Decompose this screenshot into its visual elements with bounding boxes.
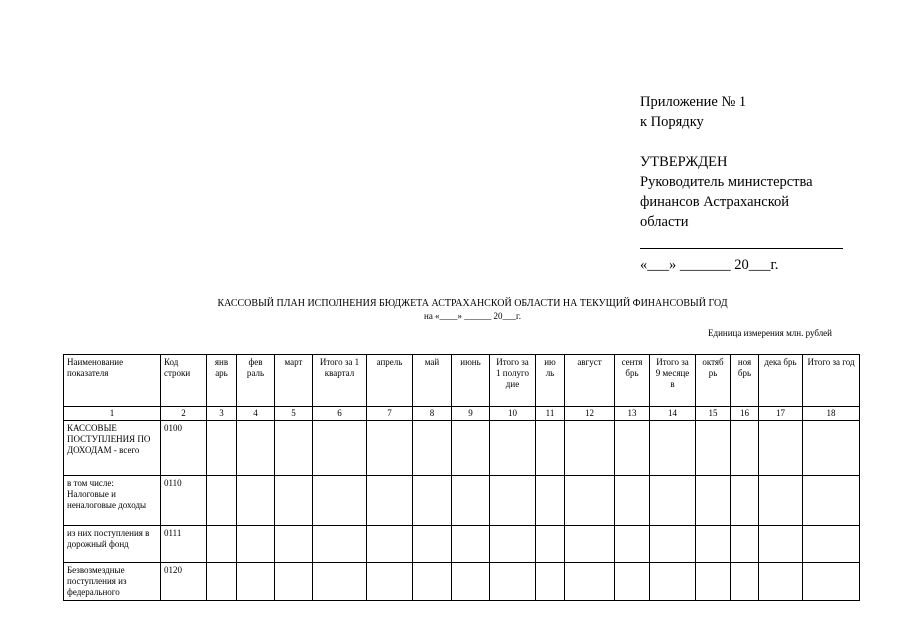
value-cell[interactable] [490,526,536,563]
value-cell[interactable] [731,563,759,601]
value-cell[interactable] [367,563,413,601]
order-label: к Порядку [640,114,704,130]
column-number: 6 [313,407,367,421]
value-cell[interactable] [696,421,731,476]
approval-block [640,92,850,275]
value-cell[interactable] [413,563,452,601]
column-number: 2 [161,407,207,421]
row-code: 0120 [161,563,207,601]
column-number: 14 [650,407,696,421]
value-cell[interactable] [615,526,650,563]
value-cell[interactable] [731,476,759,526]
header-cell: Наименование показателя [64,355,161,407]
value-cell[interactable] [650,563,696,601]
appendix-label: Приложение № 1 [640,94,747,110]
row-code: 0110 [161,476,207,526]
value-cell[interactable] [275,563,313,601]
row-name: в том числе: Налоговые и неналоговые доходы [64,476,161,526]
value-cell[interactable] [207,421,237,476]
row-name: Безвозмездные поступления из федерального [64,563,161,601]
table-row [64,526,860,563]
value-cell[interactable] [536,526,565,563]
column-number: 10 [490,407,536,421]
value-cell[interactable] [650,526,696,563]
document-title [0,298,905,322]
column-number: 8 [413,407,452,421]
column-number: 17 [759,407,803,421]
value-cell[interactable] [565,476,615,526]
value-cell[interactable] [615,421,650,476]
header-cell: Итого за 9 месяце в [650,355,696,407]
value-cell[interactable] [803,563,860,601]
value-cell[interactable] [615,563,650,601]
value-cell[interactable] [367,526,413,563]
value-cell[interactable] [367,476,413,526]
value-cell[interactable] [413,476,452,526]
column-number: 9 [452,407,490,421]
column-number-row [64,407,860,421]
title-main: КАССОВЫЙ ПЛАН ИСПОЛНЕНИЯ БЮДЖЕТА АСТРАХАНСКОЙ ОБЛАСТИ НА ТЕКУЩИЙ ФИНАНСОВЫЙ ГОД [217,298,728,309]
value-cell[interactable] [803,421,860,476]
value-cell[interactable] [759,421,803,476]
signer-line-3: области [640,214,689,230]
value-cell[interactable] [207,563,237,601]
value-cell[interactable] [313,421,367,476]
header-cell: Код строки [161,355,207,407]
header-cell: Итого за 1 полуго дие [490,355,536,407]
column-number: 15 [696,407,731,421]
unit-label: Единица измерения млн. рублей [708,328,832,338]
header-cell: июнь [452,355,490,407]
value-cell[interactable] [696,476,731,526]
signer-line-1: Руководитель министерства [640,174,813,190]
table-row [64,476,860,526]
value-cell[interactable] [367,421,413,476]
row-code: 0111 [161,526,207,563]
table-row [64,563,860,601]
value-cell[interactable] [313,526,367,563]
value-cell[interactable] [207,476,237,526]
header-cell: май [413,355,452,407]
value-cell[interactable] [452,421,490,476]
header-cell: дека брь [759,355,803,407]
table-row [64,421,860,476]
value-cell[interactable] [237,421,275,476]
header-cell: фев раль [237,355,275,407]
value-cell[interactable] [803,476,860,526]
approved-label: УТВЕРЖДЕН [640,154,728,170]
header-cell: Итого за год [803,355,860,407]
cash-plan-table [63,354,860,601]
value-cell[interactable] [313,476,367,526]
value-cell[interactable] [615,476,650,526]
row-name: КАССОВЫЕ ПОСТУПЛЕНИЯ ПО ДОХОДАМ - всего [64,421,161,476]
value-cell[interactable] [696,526,731,563]
value-cell[interactable] [490,563,536,601]
signer-line-2: финансов Астраханской [640,194,790,210]
value-cell[interactable] [565,563,615,601]
header-cell: апрель [367,355,413,407]
value-cell[interactable] [536,563,565,601]
row-name: из них поступления в дорожный фонд [64,526,161,563]
value-cell[interactable] [565,526,615,563]
header-cell: янв арь [207,355,237,407]
column-number: 16 [731,407,759,421]
value-cell[interactable] [650,476,696,526]
column-number: 3 [207,407,237,421]
value-cell[interactable] [275,421,313,476]
signature-line [640,238,843,249]
value-cell[interactable] [490,476,536,526]
value-cell[interactable] [237,476,275,526]
header-cell: Итого за 1 квартал [313,355,367,407]
header-cell: август [565,355,615,407]
row-code: 0100 [161,421,207,476]
value-cell[interactable] [207,526,237,563]
header-cell: март [275,355,313,407]
value-cell[interactable] [759,476,803,526]
value-cell[interactable] [413,421,452,476]
value-cell[interactable] [313,563,367,601]
value-cell[interactable] [650,421,696,476]
column-number: 1 [64,407,161,421]
value-cell[interactable] [731,526,759,563]
value-cell[interactable] [536,421,565,476]
header-cell: ноя брь [731,355,759,407]
title-date: на «____» ______ 20___г. [424,311,521,321]
header-row [64,355,860,407]
value-cell[interactable] [536,476,565,526]
value-cell[interactable] [759,526,803,563]
header-cell: сентя брь [615,355,650,407]
column-number: 5 [275,407,313,421]
value-cell[interactable] [490,421,536,476]
value-cell[interactable] [237,563,275,601]
header-cell: ию ль [536,355,565,407]
value-cell[interactable] [731,421,759,476]
value-cell[interactable] [452,476,490,526]
column-number: 4 [237,407,275,421]
approval-date: «___» _______ 20___г. [640,257,779,273]
column-number: 18 [803,407,860,421]
value-cell[interactable] [275,526,313,563]
column-number: 13 [615,407,650,421]
value-cell[interactable] [452,563,490,601]
value-cell[interactable] [237,526,275,563]
value-cell[interactable] [565,421,615,476]
column-number: 11 [536,407,565,421]
value-cell[interactable] [803,526,860,563]
value-cell[interactable] [696,563,731,601]
column-number: 12 [565,407,615,421]
value-cell[interactable] [275,476,313,526]
column-number: 7 [367,407,413,421]
value-cell[interactable] [413,526,452,563]
header-cell: октяб рь [696,355,731,407]
value-cell[interactable] [759,563,803,601]
value-cell[interactable] [452,526,490,563]
